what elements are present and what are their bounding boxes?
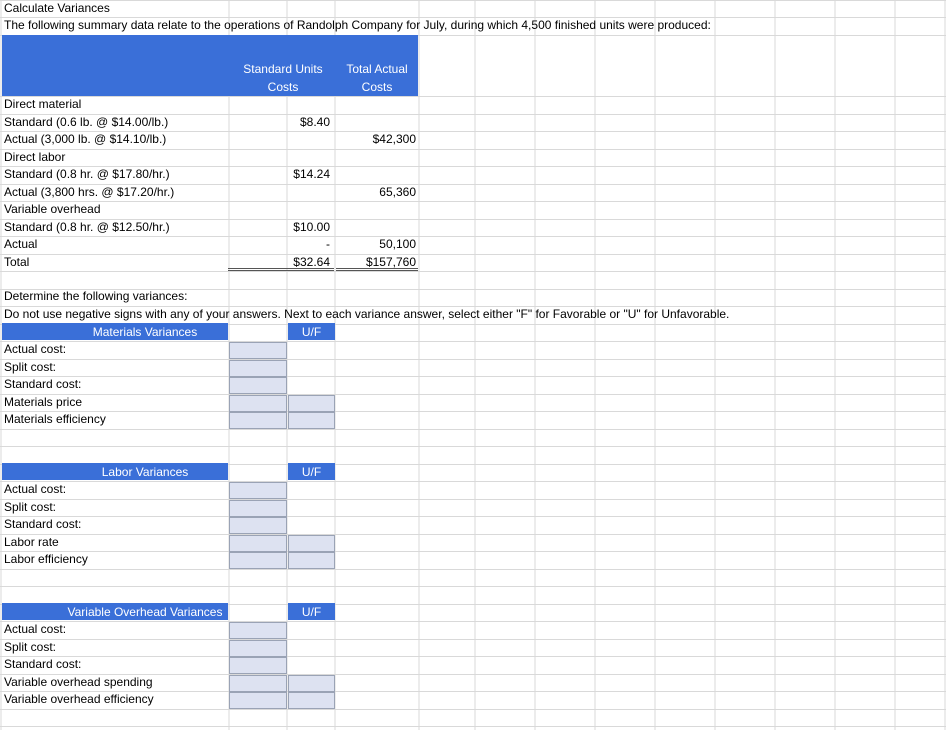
variance-row-label: Standard cost:	[4, 377, 82, 391]
total-underline-std-2	[228, 270, 334, 271]
variance-row-label: Split cost:	[4, 359, 57, 374]
summary-actual-cost: 50,100	[379, 237, 416, 251]
amount-input[interactable]	[229, 395, 287, 412]
variance-row-label: Actual cost:	[4, 342, 67, 356]
summary-row-label: Standard (0.8 hr. @ $17.80/hr.)	[4, 167, 170, 181]
variance-row-label: Standard cost:	[4, 517, 82, 531]
section-title: Materials Variances	[92, 325, 198, 339]
determine-text: Determine the following variances:	[4, 289, 188, 303]
amount-input[interactable]	[229, 342, 287, 359]
uf-select[interactable]	[288, 535, 335, 552]
amount-input[interactable]	[229, 675, 287, 692]
variance-row-label: Materials price	[4, 394, 83, 409]
variance-row-label: Labor rate	[4, 534, 59, 549]
summary-row-label: Variable overhead	[4, 202, 101, 216]
std-header-line2: Costs	[267, 80, 299, 94]
summary-std-cost: $32.64	[293, 254, 330, 269]
variance-row-label: Materials efficiency	[4, 412, 106, 426]
summary-row-label: Total	[4, 254, 30, 269]
uf-select[interactable]	[288, 395, 335, 412]
amount-input[interactable]	[229, 412, 287, 429]
section-title: Labor Variances	[101, 465, 189, 479]
summary-std-cost: $8.40	[299, 114, 330, 129]
act-header-line2: Costs	[361, 80, 393, 94]
total-underline-std-1	[228, 268, 334, 269]
intro-text: The following summary data relate to the operations of Randolph Company for July, during which 4,500 finished units were produced:	[4, 18, 711, 32]
amount-input[interactable]	[229, 622, 287, 639]
variance-row-label: Standard cost:	[4, 657, 82, 671]
summary-std-cost: -	[326, 237, 330, 251]
uf-header-label: U/F	[301, 465, 322, 479]
uf-header-label: U/F	[301, 325, 322, 339]
summary-std-cost: $10.00	[293, 219, 330, 234]
summary-row-label: Actual (3,800 hrs. @ $17.20/hr.)	[4, 184, 175, 199]
uf-select[interactable]	[288, 692, 335, 709]
summary-row-label: Actual	[4, 237, 38, 251]
uf-header-label: U/F	[301, 605, 322, 619]
uf-select[interactable]	[288, 552, 335, 569]
section-title: Variable Overhead Variances	[67, 605, 223, 619]
variance-row-label: Variable overhead spending	[4, 674, 153, 689]
summary-row-label: Standard (0.8 hr. @ $12.50/hr.)	[4, 219, 170, 234]
amount-input[interactable]	[229, 360, 287, 377]
amount-input[interactable]	[229, 692, 287, 709]
amount-input[interactable]	[229, 640, 287, 657]
uf-select[interactable]	[288, 675, 335, 692]
variance-row-label: Split cost:	[4, 639, 57, 654]
summary-std-cost: $14.24	[293, 167, 330, 181]
amount-input[interactable]	[229, 377, 287, 394]
amount-input[interactable]	[229, 657, 287, 674]
summary-actual-cost: 65,360	[379, 184, 416, 199]
page-title: Calculate Variances	[4, 1, 110, 15]
amount-input[interactable]	[229, 535, 287, 552]
summary-row-label: Actual (3,000 lb. @ $14.10/lb.)	[4, 132, 167, 146]
amount-input[interactable]	[229, 552, 287, 569]
variance-row-label: Actual cost:	[4, 482, 67, 496]
variance-row-label: Labor efficiency	[4, 552, 88, 566]
summary-row-label: Direct material	[4, 97, 82, 111]
std-header-line1: Standard Units	[243, 62, 323, 76]
uf-select[interactable]	[288, 412, 335, 429]
act-header-line1: Total Actual	[346, 62, 408, 76]
summary-row-label: Direct labor	[4, 149, 66, 164]
variance-row-label: Split cost:	[4, 499, 57, 514]
summary-actual-cost: $42,300	[372, 132, 416, 146]
amount-input[interactable]	[229, 517, 287, 534]
summary-actual-cost: $157,760	[365, 254, 416, 269]
instruction-text: Do not use negative signs with any of your answers. Next to each variance answer, select either "F" for Favorable or "U" for Unfavorable.	[4, 307, 730, 321]
total-underline-act-1	[336, 268, 418, 269]
variance-row-label: Actual cost:	[4, 622, 67, 636]
summary-row-label: Standard (0.6 lb. @ $14.00/lb.)	[4, 114, 169, 129]
variance-row-label: Variable overhead efficiency	[4, 692, 154, 706]
total-underline-act-2	[336, 270, 418, 271]
amount-input[interactable]	[229, 500, 287, 517]
amount-input[interactable]	[229, 482, 287, 499]
